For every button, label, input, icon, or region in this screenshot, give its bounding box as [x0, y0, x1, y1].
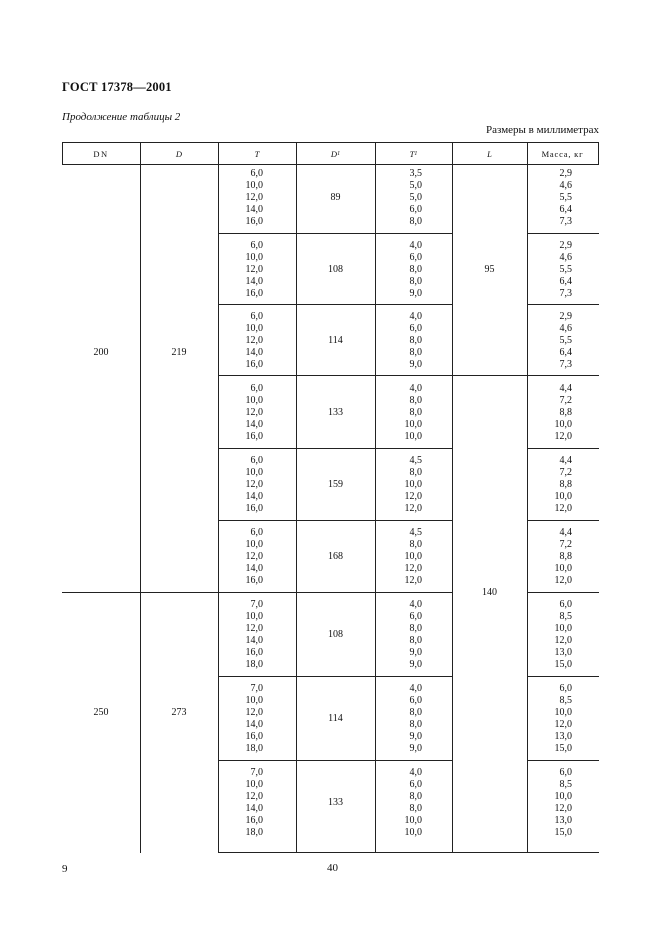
cell-value: 8,0	[409, 719, 422, 730]
t1-values	[380, 240, 422, 300]
cell-value: 6,0	[559, 767, 572, 778]
cell-value: 8,8	[559, 479, 572, 490]
cell-value: 4,0	[409, 599, 422, 610]
cell-value: 10,0	[404, 431, 422, 442]
cell-value: 10,0	[554, 491, 572, 502]
cell-value: 5,0	[409, 192, 422, 203]
d1-value: 89	[330, 192, 341, 203]
cell-value: 6,0	[250, 383, 263, 394]
cell-value: 6,0	[250, 168, 263, 179]
col-header-d1: D 1	[330, 148, 341, 159]
mass-values	[530, 168, 572, 228]
table-continuation-note: Продолжение таблицы 2	[62, 111, 181, 123]
cell-value: 10,0	[554, 707, 572, 718]
cell-value: 7,0	[250, 767, 263, 778]
table-rule	[62, 592, 452, 593]
cell-value: 14,0	[245, 491, 263, 502]
cell-value: 6,0	[409, 323, 422, 334]
d1-value: 159	[328, 479, 343, 490]
cell-value: 6,0	[559, 599, 572, 610]
table-rule	[218, 142, 219, 853]
mass-values	[530, 383, 572, 443]
cell-value: 4,4	[559, 383, 572, 394]
cell-value: 4,0	[409, 683, 422, 694]
table-rule	[598, 142, 599, 164]
dn-value: 250	[93, 707, 109, 718]
table-rule	[527, 448, 599, 449]
cell-value: 7,2	[559, 467, 572, 478]
cell-value: 8,0	[409, 407, 422, 418]
table-rule	[140, 142, 141, 853]
cell-value: 7,3	[559, 359, 572, 370]
table-rule	[375, 142, 376, 853]
cell-value: 14,0	[245, 635, 263, 646]
page-marker: 9	[62, 863, 68, 875]
cell-value: 12,0	[554, 431, 572, 442]
d1-value: 114	[328, 713, 343, 724]
d-value: 219	[171, 347, 187, 358]
cell-value: 4,6	[559, 180, 572, 191]
cell-value: 10,0	[245, 779, 263, 790]
cell-value: 6,0	[250, 527, 263, 538]
cell-value: 8,0	[409, 707, 422, 718]
cell-value: 8,0	[409, 623, 422, 634]
t1-values	[380, 599, 422, 671]
table-rule	[527, 304, 599, 305]
cell-value: 8,0	[409, 264, 422, 275]
cell-value: 6,0	[250, 240, 263, 251]
cell-value: 7,2	[559, 539, 572, 550]
table-rule	[296, 142, 297, 853]
t-values	[219, 383, 263, 443]
dn-value: 200	[93, 347, 109, 358]
table-rule	[527, 142, 528, 853]
cell-value: 9,0	[409, 743, 422, 754]
cell-value: 16,0	[245, 815, 263, 826]
col-header-t1: T 1	[409, 148, 418, 159]
t-values	[219, 683, 263, 755]
cell-value: 16,0	[245, 216, 263, 227]
cell-value: 8,0	[409, 467, 422, 478]
cell-value: 8,5	[559, 695, 572, 706]
cell-value: 16,0	[245, 431, 263, 442]
table-rule	[218, 760, 452, 761]
cell-value: 4,4	[559, 455, 572, 466]
cell-value: 9,0	[409, 647, 422, 658]
cell-value: 10,0	[245, 180, 263, 191]
cell-value: 12,0	[554, 575, 572, 586]
cell-value: 10,0	[245, 323, 263, 334]
cell-value: 7,3	[559, 288, 572, 299]
cell-value: 8,5	[559, 611, 572, 622]
cell-value: 3,5	[409, 168, 422, 179]
table-rule	[527, 676, 599, 677]
cell-value: 12,0	[245, 407, 263, 418]
table-rule	[218, 304, 452, 305]
cell-value: 7,0	[250, 599, 263, 610]
cell-value: 7,3	[559, 216, 572, 227]
cell-value: 10,0	[245, 611, 263, 622]
t1-values	[380, 527, 422, 587]
t1-values	[380, 311, 422, 371]
units-note: Размеры в миллиметрах	[486, 124, 599, 136]
cell-value: 10,0	[404, 479, 422, 490]
cell-value: 6,0	[250, 455, 263, 466]
cell-value: 6,0	[409, 779, 422, 790]
cell-value: 7,2	[559, 395, 572, 406]
cell-value: 5,0	[409, 180, 422, 191]
table-rule	[527, 760, 599, 761]
cell-value: 2,9	[559, 168, 572, 179]
mass-values	[530, 599, 572, 671]
cell-value: 14,0	[245, 803, 263, 814]
d1-value: 133	[328, 407, 343, 418]
cell-value: 6,4	[559, 204, 572, 215]
cell-value: 15,0	[554, 659, 572, 670]
cell-value: 12,0	[554, 503, 572, 514]
cell-value: 7,0	[250, 683, 263, 694]
cell-value: 4,0	[409, 767, 422, 778]
t1-values	[380, 383, 422, 443]
cell-value: 18,0	[245, 659, 263, 670]
t-values	[219, 168, 263, 228]
cell-value: 4,0	[409, 383, 422, 394]
cell-value: 9,0	[409, 288, 422, 299]
cell-value: 10,0	[245, 467, 263, 478]
cell-value: 12,0	[245, 479, 263, 490]
cell-value: 16,0	[245, 647, 263, 658]
cell-value: 10,0	[404, 551, 422, 562]
table-rule	[62, 164, 599, 165]
table-rule	[527, 592, 599, 593]
table-rule	[527, 233, 599, 234]
cell-value: 8,0	[409, 347, 422, 358]
cell-value: 4,6	[559, 252, 572, 263]
t1-values	[380, 767, 422, 839]
cell-value: 5,5	[559, 192, 572, 203]
cell-value: 8,0	[409, 216, 422, 227]
cell-value: 14,0	[245, 719, 263, 730]
cell-value: 12,0	[245, 707, 263, 718]
cell-value: 10,0	[404, 827, 422, 838]
t-values	[219, 527, 263, 587]
cell-value: 6,0	[250, 311, 263, 322]
mass-values	[530, 311, 572, 371]
cell-value: 14,0	[245, 204, 263, 215]
col-header-l: L	[487, 148, 492, 159]
cell-value: 4,4	[559, 527, 572, 538]
d-value: 273	[171, 707, 187, 718]
cell-value: 12,0	[245, 335, 263, 346]
cell-value: 16,0	[245, 288, 263, 299]
cell-value: 12,0	[404, 491, 422, 502]
cell-value: 13,0	[554, 647, 572, 658]
cell-value: 16,0	[245, 575, 263, 586]
cell-value: 6,0	[409, 611, 422, 622]
cell-value: 6,0	[409, 252, 422, 263]
d1-value: 108	[328, 629, 343, 640]
cell-value: 14,0	[245, 347, 263, 358]
cell-value: 10,0	[245, 695, 263, 706]
cell-value: 10,0	[404, 815, 422, 826]
mass-values	[530, 683, 572, 755]
cell-value: 8,8	[559, 407, 572, 418]
cell-value: 12,0	[245, 192, 263, 203]
l-value: 95	[484, 264, 495, 275]
table-rule	[218, 520, 452, 521]
d1-value: 108	[328, 264, 343, 275]
t-values	[219, 240, 263, 300]
mass-values	[530, 527, 572, 587]
cell-value: 12,0	[554, 719, 572, 730]
d1-value: 133	[328, 797, 343, 808]
cell-value: 9,0	[409, 359, 422, 370]
l-value: 140	[482, 587, 497, 598]
table-rule	[218, 676, 452, 677]
cell-value: 9,0	[409, 659, 422, 670]
cell-value: 4,0	[409, 311, 422, 322]
cell-value: 13,0	[554, 731, 572, 742]
table-rule	[452, 142, 453, 853]
cell-value: 12,0	[404, 503, 422, 514]
col-header-dn: DN	[93, 148, 109, 159]
t-values	[219, 767, 263, 839]
cell-value: 12,0	[554, 635, 572, 646]
cell-value: 16,0	[245, 359, 263, 370]
table-rule	[62, 142, 599, 143]
cell-value: 8,8	[559, 551, 572, 562]
t1-values	[380, 683, 422, 755]
cell-value: 10,0	[554, 563, 572, 574]
cell-value: 8,0	[409, 635, 422, 646]
document-title: ГОСТ 17378—2001	[62, 80, 172, 94]
cell-value: 16,0	[245, 731, 263, 742]
mass-values	[530, 767, 572, 839]
t1-values	[380, 168, 422, 228]
cell-value: 2,9	[559, 240, 572, 251]
cell-value: 8,0	[409, 395, 422, 406]
cell-value: 6,4	[559, 276, 572, 287]
col-header-t: T	[254, 148, 260, 159]
t-values	[219, 599, 263, 671]
page-number: 40	[327, 862, 338, 874]
cell-value: 12,0	[245, 791, 263, 802]
cell-value: 15,0	[554, 827, 572, 838]
cell-value: 12,0	[554, 803, 572, 814]
cell-value: 18,0	[245, 827, 263, 838]
cell-value: 6,0	[409, 204, 422, 215]
mass-values	[530, 240, 572, 300]
cell-value: 12,0	[404, 563, 422, 574]
table-rule	[62, 142, 63, 164]
cell-value: 10,0	[554, 791, 572, 802]
col-header-d: D	[175, 148, 183, 159]
t-values	[219, 311, 263, 371]
cell-value: 18,0	[245, 743, 263, 754]
cell-value: 5,5	[559, 264, 572, 275]
table-rule	[218, 375, 599, 376]
col-header-mass: Масса, кг	[541, 148, 584, 159]
cell-value: 10,0	[554, 419, 572, 430]
d1-value: 114	[328, 335, 343, 346]
cell-value: 16,0	[245, 503, 263, 514]
cell-value: 10,0	[554, 623, 572, 634]
cell-value: 6,0	[409, 695, 422, 706]
cell-value: 4,0	[409, 240, 422, 251]
cell-value: 12,0	[245, 623, 263, 634]
table-rule	[218, 852, 599, 853]
cell-value: 14,0	[245, 276, 263, 287]
cell-value: 12,0	[245, 551, 263, 562]
cell-value: 10,0	[245, 539, 263, 550]
cell-value: 12,0	[245, 264, 263, 275]
cell-value: 8,5	[559, 779, 572, 790]
cell-value: 14,0	[245, 419, 263, 430]
cell-value: 10,0	[245, 395, 263, 406]
cell-value: 13,0	[554, 815, 572, 826]
cell-value: 15,0	[554, 743, 572, 754]
cell-value: 4,5	[409, 527, 422, 538]
cell-value: 6,4	[559, 347, 572, 358]
mass-values	[530, 455, 572, 515]
d1-value: 168	[328, 551, 343, 562]
cell-value: 10,0	[245, 252, 263, 263]
cell-value: 10,0	[404, 419, 422, 430]
cell-value: 12,0	[404, 575, 422, 586]
cell-value: 9,0	[409, 731, 422, 742]
table-rule	[527, 520, 599, 521]
cell-value: 8,0	[409, 539, 422, 550]
cell-value: 2,9	[559, 311, 572, 322]
t-values	[219, 455, 263, 515]
cell-value: 4,5	[409, 455, 422, 466]
t1-values	[380, 455, 422, 515]
cell-value: 6,0	[559, 683, 572, 694]
table-rule	[218, 233, 452, 234]
cell-value: 4,6	[559, 323, 572, 334]
table-rule	[218, 448, 452, 449]
cell-value: 8,0	[409, 335, 422, 346]
cell-value: 5,5	[559, 335, 572, 346]
cell-value: 8,0	[409, 791, 422, 802]
cell-value: 14,0	[245, 563, 263, 574]
cell-value: 8,0	[409, 803, 422, 814]
cell-value: 8,0	[409, 276, 422, 287]
